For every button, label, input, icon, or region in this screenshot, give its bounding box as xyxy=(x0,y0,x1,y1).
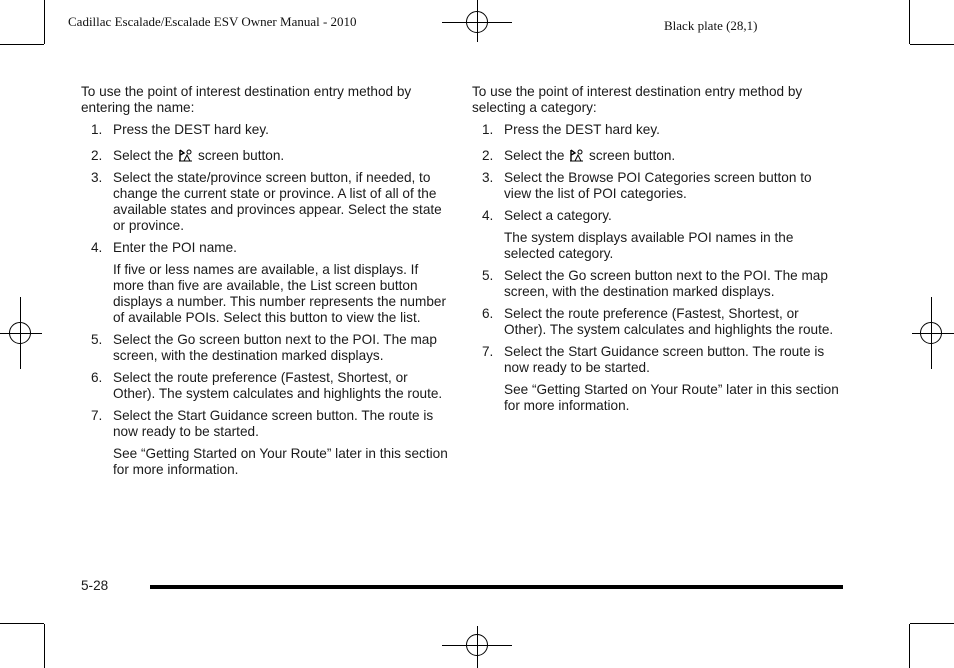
crop-mark xyxy=(910,44,954,45)
step-number: 6. xyxy=(482,306,494,321)
crop-mark xyxy=(0,623,44,624)
step-number: 1. xyxy=(91,122,103,137)
list-item xyxy=(81,122,449,138)
poi-icon xyxy=(569,148,584,162)
left-column xyxy=(81,84,449,484)
step-number: 3. xyxy=(91,170,103,185)
list-item xyxy=(472,122,842,138)
step-text: Press the DEST hard key. xyxy=(504,122,660,137)
left-intro: To use the point of interest destination entry method by entering the name: xyxy=(81,84,412,115)
plate-label: Black plate (28,1) xyxy=(664,18,758,33)
step-number: 5. xyxy=(482,268,494,283)
right-steps xyxy=(472,122,842,414)
step-text: Select a category. xyxy=(504,208,612,223)
list-item xyxy=(472,344,842,414)
step-text: Select the Start Guidance screen button. The route is now ready to be started. xyxy=(113,408,434,439)
list-item xyxy=(81,170,449,234)
list-item xyxy=(472,170,842,202)
step-text: Press the DEST hard key. xyxy=(113,122,269,137)
crop-mark xyxy=(910,623,954,624)
poi-icon xyxy=(178,148,193,162)
list-item xyxy=(81,370,449,402)
step-text-after: screen button. xyxy=(589,148,676,163)
step-number: 7. xyxy=(482,344,494,359)
list-item xyxy=(81,148,449,164)
step-text: Select the Start Guidance screen button. The route is now ready to be started. xyxy=(504,344,825,375)
step-note: If five or less names are available, a list displays. If more than five are available, the List screen button displays a number. This number represents the number of available POIs. Select this button to view the list. xyxy=(113,262,446,325)
step-number: 4. xyxy=(91,240,103,255)
footer-rule xyxy=(150,585,843,589)
list-item xyxy=(81,332,449,364)
step-text: Select the route preference (Fastest, Shortest, or Other). The system calculates and highlights the route. xyxy=(113,370,443,401)
right-intro: To use the point of interest destination entry method by selecting a category: xyxy=(472,84,803,115)
left-steps xyxy=(81,122,449,478)
manual-title: Cadillac Escalade/Escalade ESV Owner Manual - 2010 xyxy=(68,14,357,29)
step-number: 4. xyxy=(482,208,494,223)
list-item xyxy=(472,208,842,262)
list-item xyxy=(81,408,449,478)
step-number: 7. xyxy=(91,408,103,423)
step-text: Select the Browse POI Categories screen button to view the list of POI categories. xyxy=(504,170,812,201)
step-text: Enter the POI name. xyxy=(113,240,237,255)
step-number: 3. xyxy=(482,170,494,185)
crop-mark xyxy=(909,0,910,44)
step-number: 2. xyxy=(91,148,103,163)
step-text: Select the Go screen button next to the POI. The map screen, with the destination marked displays. xyxy=(113,332,437,363)
step-text-before: Select the xyxy=(504,148,565,163)
step-text: Select the route preference (Fastest, Shortest, or Other). The system calculates and highlights the route. xyxy=(504,306,834,337)
list-item xyxy=(472,306,842,338)
step-text: Select the Go screen button next to the POI. The map screen, with the destination marked displays. xyxy=(504,268,828,299)
list-item xyxy=(472,268,842,300)
step-number: 5. xyxy=(91,332,103,347)
page-number: 5-28 xyxy=(81,578,109,593)
crop-mark xyxy=(0,44,44,45)
step-text-after: screen button. xyxy=(198,148,285,163)
crop-mark xyxy=(44,624,45,668)
step-text: Select the state/province screen button, if needed, to change the current state or province. A list of all of the available states and provinces appear. Select the state or province. xyxy=(113,170,442,233)
crop-mark xyxy=(44,0,45,44)
list-item xyxy=(472,148,842,164)
step-number: 2. xyxy=(482,148,494,163)
step-number: 1. xyxy=(482,122,494,137)
crop-mark xyxy=(909,624,910,668)
step-note: The system displays available POI names in the selected category. xyxy=(504,230,794,261)
step-note: See “Getting Started on Your Route” later in this section for more information. xyxy=(504,382,839,413)
right-column xyxy=(472,84,842,420)
step-note: See “Getting Started on Your Route” later in this section for more information. xyxy=(113,446,448,477)
step-text-before: Select the xyxy=(113,148,174,163)
list-item xyxy=(81,240,449,326)
step-number: 6. xyxy=(91,370,103,385)
